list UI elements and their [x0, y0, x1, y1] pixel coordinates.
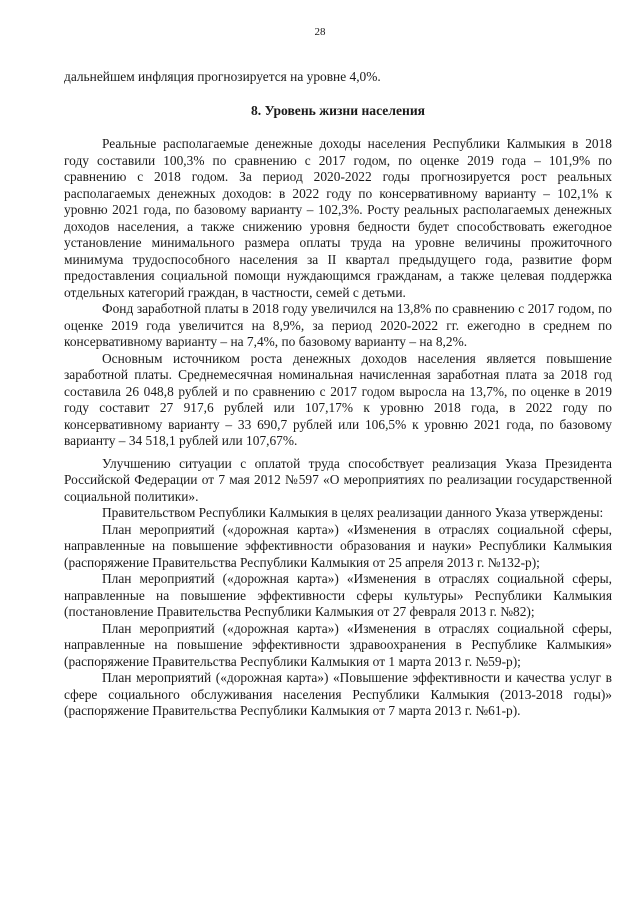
- paragraph-continuation: дальнейшем инфляция прогнозируется на уровне 4,0%.: [64, 69, 381, 84]
- paragraph-roadmap-health: План мероприятий («дорожная карта») «Изменения в отраслях социальной сферы, направленные на повышение эффективности здравоохранения в Республике Калмыкия» (распоряжение Правительства Республики Калмыкия от 1 марта 2013 г. №59-р);: [64, 620, 612, 669]
- paragraph-roadmap-education: План мероприятий («дорожная карта») «Изменения в отраслях социальной сферы, направленные на повышение эффективности образования и науки» Республики Калмыкия (распоряжение Правительства Республики Калмыкия от 25 апреля 2013 г. №132-р);: [64, 521, 612, 570]
- paragraph-roadmap-social: План мероприятий («дорожная карта») «Повышение эффективности и качества услуг в сфере социального обслуживания населения Республики Калмыкия (2013-2018 годы)» (распоряжение Правительства Республики Калмыкия от 7 марта 2013 г. №61-р).: [64, 670, 612, 718]
- paragraph-government: Правительством Республики Калмыкия в целях реализации данного Указа утверждены:: [102, 505, 604, 520]
- paragraph-wage-fund: Фонд заработной платы в 2018 году увеличился на 13,8% по сравнению с 2017 годом, по оценке 2019 года увеличится на 8,9%, за период 2020-2022 гг. ежегодно в среднем по консервативному варианту – на 7,4%, по базовому варианту – на 8,2%.: [64, 301, 612, 349]
- paragraph-income: Реальные располагаемые денежные доходы населения Республики Калмыкия в 2018 году составили 100,3% по сравнению с 2017 годом, по оценке 2019 года – 101,9% по сравнению с 2018 годом. За период 2020-2022 годы прогнозируется рост реальных располагаемых денежных доходов: в 2022 году по консервативному варианту – 102,1% к уровню 2021 года, по базовому варианту – 102,3%. Росту реальных располагаемых денежных доходов населения, а также снижению уровня бедности будет способствовать ежегодное установление минимального размера оплаты труда на уровне величины прожиточного минимума трудоспособного населения за II квартал предыдущего года, развитие форм предоставления социальной помощи нуждающимся гражданам, а также целевая поддержка отдельных категорий граждан, в частности, семей с детьми.: [64, 136, 612, 300]
- document-body: [64, 69, 612, 720]
- section-heading: 8. Уровень жизни населения: [250, 102, 426, 118]
- paragraph-average-wage: Основным источником роста денежных доходов населения является повышение заработной платы. Среднемесячная номинальная начисленная заработная плата за 2018 год составила 26 048,8 рублей и по сравнению с 2017 годом выросла на 13,7%, по оценке в 2019 году составит 27 917,6 рублей или 107,17% к уровню 2018 года, в 2022 году по консервативному варианту – 33 690,7 рублей или 106,5% к уровню 2021 года, по базовому варианту – 34 518,1 рублей или 107,67%.: [64, 350, 612, 448]
- paragraph-roadmap-culture: План мероприятий («дорожная карта») «Изменения в отраслях социальной сферы, направленные на повышение эффективности сферы культуры» Республики Калмыкия (постановление Правительства Республики Калмыкия от 27 февраля 2013 г. №82);: [64, 571, 612, 619]
- paragraph-decree: Улучшению ситуации с оплатой труда способствует реализация Указа Президента Российской Федерации от 7 мая 2012 №597 «О мероприятиях по реализации государственной социальной политики».: [64, 455, 612, 504]
- page-number: 28: [314, 26, 326, 38]
